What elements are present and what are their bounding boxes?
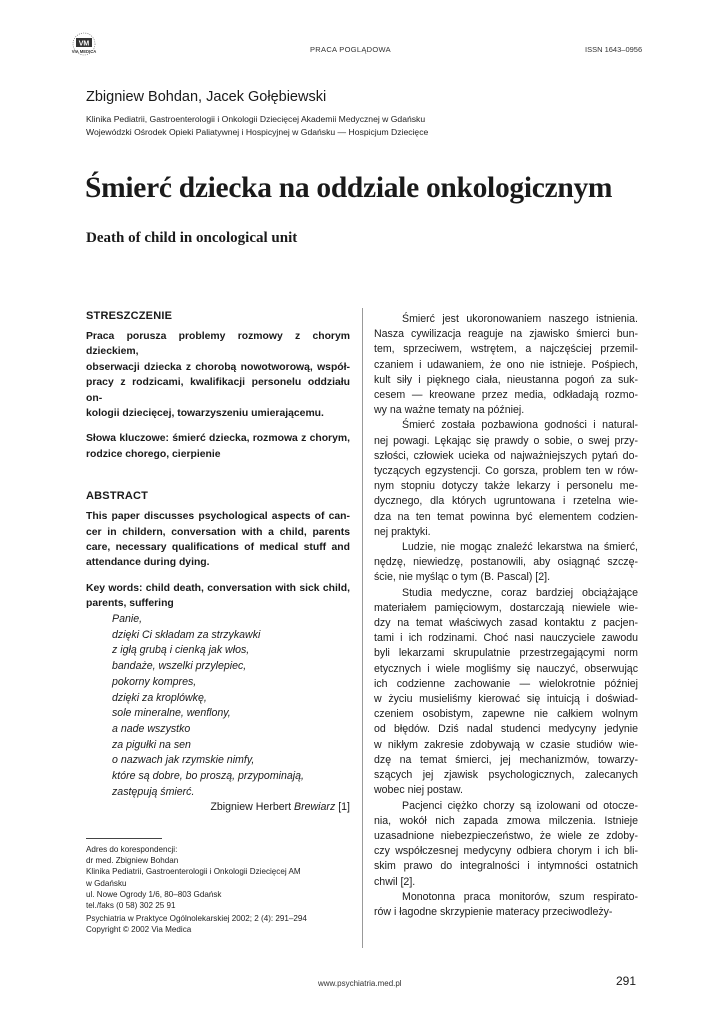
correspondence-footnote — [86, 844, 356, 936]
keywords-line: Słowa kluczowe: śmierć dziecka, rozmowa z chorym, — [86, 433, 350, 445]
footer-url: www.psychiatria.med.pl — [318, 979, 402, 988]
body-line: szących jej zjawisk psychologicznych, zalecanych — [374, 769, 638, 782]
body-line: Nasza cywilizacja reaguje na zjawisko śmierci bun- — [374, 328, 638, 341]
body-paragraph-5 — [374, 799, 638, 890]
body-line: nia, wokół nich zapada zmowa milczenia. Istnieje — [374, 814, 638, 827]
streszczenie-line: kologii dziecięcej, towarzyszeniu umierającemu. — [86, 408, 324, 420]
slowa-kluczowe — [86, 431, 350, 462]
body-line: ście, nie myśląc o tym (B. Pascal) [2]. — [374, 571, 551, 584]
correspondence-line: dr med. Zbigniew Bohdan — [86, 856, 179, 866]
affiliation-1: Klinika Pediatrii, Gastroenterologii i Onkologii Dziecięcej Akademii Medycznej w Gdańsku — [86, 114, 426, 124]
poem-line: dzięki Ci składam za strzykawki — [112, 628, 261, 641]
via-medica-logo-icon — [62, 30, 106, 62]
body-paragraph-4 — [374, 586, 638, 799]
poem-ref: [1] — [335, 801, 350, 814]
correspondence-line: w Gdańsku — [86, 878, 127, 888]
body-paragraph-6 — [374, 890, 638, 920]
body-line: dza na ten temat powinna być elementem codzien- — [374, 510, 638, 523]
abstract-heading: ABSTRACT — [86, 490, 149, 503]
abstract-text — [86, 509, 350, 571]
abstract-line: care, necessary qualifications of medical stuff and — [86, 542, 350, 554]
body-line: Studia medyczne, coraz bardziej obciążające — [402, 586, 638, 599]
poem-line: o nazwach jak rzymskie nimfy, — [112, 754, 255, 767]
poem-line: Panie, — [112, 613, 143, 625]
body-line: wobec niej postaw. — [374, 784, 463, 797]
abstract-line: attendance during dying. — [86, 557, 210, 569]
body-line: tami i ich rodzinami. Choć nasi nauczyciele zawodu — [374, 632, 638, 645]
poem-work: Brewiarz — [294, 801, 336, 814]
poem-line: za pigułki na sen — [112, 738, 191, 751]
body-line: cesem — kreowane przez media, odkładają rozmo- — [374, 389, 638, 402]
poem-line: pokorny kompres, — [112, 675, 197, 688]
body-line: materiałem pamięciowym, dostarczają niewiele wie- — [374, 601, 638, 614]
streszczenie-line: pracy z rodzicami, kwalifikacji personelu oddziału on- — [86, 377, 350, 404]
body-line: w nikłym zakresie zdobywają w czasie studiów wie- — [374, 738, 638, 751]
body-line: czy współczesnej medycyny odbiera chorym i ich bli- — [374, 845, 638, 858]
poem-line: zastępują śmierć. — [112, 785, 195, 798]
body-line: wy na ważne tematy na później. — [374, 404, 525, 417]
body-line: etycznych i wiele mogliśmy się nauczyć, obserwując — [374, 662, 638, 675]
correspondence-line: Adres do korespondencji: — [86, 845, 178, 854]
page-number: 291 — [616, 974, 637, 988]
correspondence-line: tel./faks (0 58) 302 25 91 — [86, 901, 176, 911]
poem-line: które są dobre, bo proszą, przypominają, — [112, 770, 304, 783]
poem-line: z igłą grubą i cienką jak włos, — [112, 644, 250, 657]
body-paragraph-3 — [374, 540, 638, 586]
via-medica-logo — [62, 30, 106, 62]
body-line: szłości, człowiek ucieka od najważniejszych pytań do- — [374, 449, 638, 462]
body-line: w życiu musieliśmy kierować się intuicją i doświad- — [374, 693, 638, 706]
body-line: Pacjenci ciężko chorzy są izolowani od otocze- — [402, 799, 638, 812]
epigraph-poem — [112, 612, 352, 816]
copyright: Copyright © 2002 Via Medica — [86, 925, 192, 935]
poem-line: sole mineralne, wenflony, — [112, 707, 231, 720]
article-title-english: Death of child in oncological unit — [86, 230, 298, 246]
correspondence-line: ul. Nowe Ogrody 1/6, 80–803 Gdańsk — [86, 889, 222, 899]
body-line: nędzę, niewiedzę, postanowili, aby osiągnąć szczę- — [374, 556, 638, 569]
body-line: Ludzie, nie mogąc znaleźć lekarstwa na śmierć, — [402, 541, 638, 554]
body-line: nym stopniu dotyczy także lekarzy i personelu me- — [374, 480, 638, 493]
column-divider — [362, 308, 363, 948]
right-column — [374, 312, 638, 920]
affiliation-2: Wojewódzki Ośrodek Opieki Paliatywnej i Hospicyjnej w Gdańsku — Hospicjum Dziecięce — [86, 127, 429, 137]
body-line: od błędów. Dziś nadal studenci medycyny jedynie — [374, 723, 638, 736]
authors: Zbigniew Bohdan, Jacek Gołębiewski — [86, 89, 327, 105]
keywords-line: Key words: child death, conversation with sick child, — [86, 582, 350, 594]
issn-label: ISSN 1643–0956 — [585, 45, 643, 54]
streszczenie-heading: STRESZCZENIE — [86, 310, 173, 322]
keywords-line: rodzice chorego, cierpienie — [86, 448, 221, 460]
body-line: czaniem i udawaniem, że ono nie istnieje. Pośpiech, — [374, 358, 638, 371]
body-line: Śmierć została pozbawiona godności i natural- — [402, 419, 638, 432]
body-line: Śmierć jest ukoronowaniem naszego istnienia. — [402, 313, 638, 325]
body-line: rów i łagodne skrzypienie materacy przeciwodleży- — [374, 905, 613, 918]
body-line: dycznego, dla których ugruntowana i rzetelna wie- — [374, 495, 638, 508]
body-line: ich codzienne zachowanie — wielokrotnie później — [374, 677, 638, 690]
body-line: tyczących egzystencji. Co gorsza, problem ten w rów- — [374, 465, 638, 478]
article-title: Śmierć dziecka na oddziale onkologicznym — [85, 172, 613, 204]
abstract-line: cer in childern, conversation with a child, parents — [86, 526, 350, 538]
body-line: Monotonna praca monitorów, szum respirato- — [402, 890, 638, 903]
left-column — [86, 310, 350, 612]
poem-line: bandaże, wszelki przylepiec, — [112, 660, 247, 673]
body-line: nej powagi. Lękając się prawdy o sobie, o swej przy- — [374, 434, 638, 447]
streszczenie-text — [86, 329, 350, 421]
logo-mark: VM — [78, 40, 90, 48]
streszczenie-line: obserwacji dziecka z chorobą nowotworową, współ- — [86, 361, 350, 373]
body-line: dzy na temat właściwych zasad kontaktu z pacjen- — [374, 617, 638, 630]
body-line: kult siły i pięknego ciała, nieustanna pogoń za suk- — [374, 373, 638, 386]
body-paragraph-1 — [374, 312, 638, 418]
body-line: chwil [2]. — [374, 875, 416, 888]
keywords-line: parents, suffering — [86, 598, 174, 610]
body-line: skim prawo do integralności i intymności ostatnich — [374, 860, 638, 873]
body-line: nej praktyki. — [374, 525, 431, 538]
body-line: tem, sprzeciwem, wstrętem, a najczęściej przemil- — [374, 343, 638, 356]
footnote-rule — [86, 838, 162, 839]
body-line: czeniem osobistym, zapewne nie całkiem wolnym — [374, 708, 638, 721]
body-line: uzasadnione niebezpieczeństwo, że wiele ze zdoby- — [374, 829, 638, 842]
section-label: PRACA POGLĄDOWA — [310, 45, 391, 54]
journal-citation: Psychiatria w Praktyce Ogólnolekarskiej 2002; 2 (4): 291–294 — [86, 914, 307, 924]
poem-line: a nade wszystko — [112, 722, 191, 735]
poem-attribution — [112, 800, 350, 816]
correspondence-line: Klinika Pediatrii, Gastroenterologii i Onkologii Dziecięcej AM — [86, 867, 301, 877]
abstract-line: This paper discusses psychological aspects of can- — [86, 511, 350, 523]
poem-line: dzięki za kroplówkę, — [112, 691, 207, 704]
key-words — [86, 581, 350, 612]
streszczenie-line: Praca porusza problemy rozmowy z chorym dzieckiem, — [86, 331, 350, 358]
logo-text: VIA MEDICA — [71, 49, 97, 54]
body-paragraph-2 — [374, 418, 638, 540]
poem-author: Zbigniew Herbert — [210, 801, 295, 814]
body-line: byli lekarzami skrupulatnie przestrzegającymi norm — [374, 647, 638, 660]
body-line: dzę na temat śmierci, jej mechanizmów, towarzy- — [374, 753, 638, 766]
